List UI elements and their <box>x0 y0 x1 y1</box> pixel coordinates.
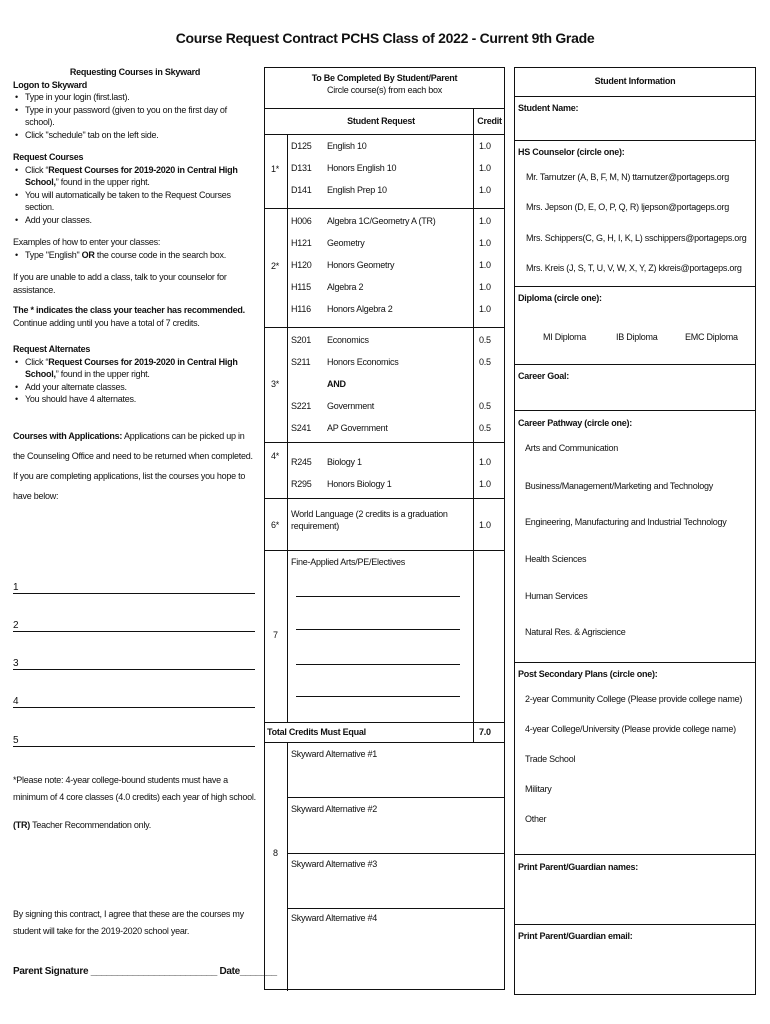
counselor-option[interactable]: Mrs. Jepson (D, E, O, P, Q, R) ljepson@portageps.org <box>526 202 730 212</box>
alternative-2[interactable]: Skyward Alternative #2 <box>291 804 378 814</box>
table-row[interactable] <box>291 304 506 318</box>
page-title: Course Request Contract PCHS Class of 2022 - Current 9th Grade <box>175 30 595 46</box>
application-line-5[interactable]: 5 <box>13 733 255 747</box>
world-language-credit: 1.0 <box>479 520 491 530</box>
elective-line[interactable] <box>296 664 460 665</box>
course-name: Honors English 10 <box>327 163 397 173</box>
course-name: Government <box>327 401 375 411</box>
request-list <box>13 164 257 227</box>
alternates-list <box>13 356 257 406</box>
course-credit: 1.0 <box>479 238 491 248</box>
course-name: Algebra 2 <box>327 282 364 292</box>
total-credits-label: Total Credits Must Equal <box>267 727 366 737</box>
course-credit: 1.0 <box>479 185 491 195</box>
group-number: 6* <box>271 520 280 530</box>
course-code: D141 <box>291 185 312 195</box>
alternates-title: Request Alternates <box>13 344 91 354</box>
application-line-1[interactable]: 1 <box>13 580 255 594</box>
course-code: R295 <box>291 479 312 489</box>
instructions-column <box>13 66 257 506</box>
course-code: S201 <box>291 335 312 345</box>
list-item: • Add your classes. <box>25 214 257 227</box>
course-credit: 1.0 <box>479 479 491 489</box>
course-credit: 1.0 <box>479 457 491 467</box>
parent-email-field[interactable]: Print Parent/Guardian email: <box>518 931 633 941</box>
post-secondary-label: Post Secondary Plans (circle one): <box>518 669 658 679</box>
student-name-field[interactable]: Student Name: <box>518 103 579 113</box>
parent-names-field[interactable]: Print Parent/Guardian names: <box>518 862 639 872</box>
course-code: H121 <box>291 238 312 248</box>
table-row[interactable] <box>291 479 506 493</box>
alternative-3[interactable]: Skyward Alternative #3 <box>291 859 378 869</box>
list-item: • Add your alternate classes. <box>25 381 257 394</box>
group-number: 3* <box>271 379 280 389</box>
table-row[interactable] <box>291 238 506 252</box>
parent-signature-line[interactable]: Parent Signature ________________________ Date_______ <box>13 966 277 977</box>
course-code: H120 <box>291 260 312 270</box>
course-name: English Prep 10 <box>327 185 387 195</box>
course-code: H006 <box>291 216 312 226</box>
post-secondary-option[interactable]: 2-year Community College (Please provide college name) <box>525 694 743 704</box>
application-line-2[interactable]: 2 <box>13 618 255 632</box>
application-line-3[interactable]: 3 <box>13 656 255 670</box>
elective-line[interactable] <box>296 629 460 630</box>
course-name: Honors Algebra 2 <box>327 304 393 314</box>
table-header-title: To Be Completed By Student/Parent <box>311 73 458 83</box>
course-name: Geometry <box>327 238 365 248</box>
course-credit: 0.5 <box>479 423 491 433</box>
diploma-option[interactable]: MI Diploma <box>543 332 587 342</box>
applications-note: Courses with Applications: Applications can be picked up in the Counseling Office and need to be returned when completed. If you are completing applications, list the courses you hope to have below: <box>13 430 253 501</box>
table-row[interactable] <box>291 335 506 349</box>
course-name: Biology 1 <box>327 457 362 467</box>
col-credit: Credit <box>477 116 502 126</box>
counselor-option[interactable]: Mrs. Kreis (J, S, T, U, V, W, X, Y, Z) kkreis@portageps.org <box>526 263 742 273</box>
course-code: S241 <box>291 423 312 433</box>
list-item: • Type in your password (given to you on the first day of school). <box>25 104 257 129</box>
course-credit: 0.5 <box>479 357 491 367</box>
tr-note: (TR) Teacher Recommendation only. <box>13 820 151 830</box>
pathway-option[interactable]: Engineering, Manufacturing and Industrial Technology <box>525 517 727 527</box>
course-credit: 1.0 <box>479 163 491 173</box>
student-info-header: Student Information <box>594 76 676 86</box>
pathway-option[interactable]: Health Sciences <box>525 554 587 564</box>
diploma-option[interactable]: EMC Diploma <box>685 332 738 342</box>
list-item: • Type "English" OR the course code in the search box. <box>25 249 257 262</box>
table-row[interactable] <box>291 401 506 415</box>
course-name: Honors Geometry <box>327 260 395 270</box>
course-code: H115 <box>291 282 311 292</box>
group-number: 4* <box>271 451 280 461</box>
alternative-1[interactable]: Skyward Alternative #1 <box>291 749 378 759</box>
list-item: • Click “Request Courses for 2019-2020 in Central High School,” found in the upper right. <box>25 164 257 189</box>
career-pathway-label: Career Pathway (circle one): <box>518 418 633 428</box>
course-name: Honors Economics <box>327 357 399 367</box>
logon-list <box>13 91 257 141</box>
college-note: *Please note: 4-year college-bound students must have a minimum of 4 core classes (4.0 credits) each year of high school. <box>13 775 256 802</box>
post-secondary-option[interactable]: Military <box>525 784 552 794</box>
course-code: D131 <box>291 163 312 173</box>
alternative-4[interactable]: Skyward Alternative #4 <box>291 913 378 923</box>
course-credit: 1.0 <box>479 260 491 270</box>
course-code: S211 <box>291 357 311 367</box>
course-name: Algebra 1C/Geometry A (TR) <box>327 216 436 226</box>
pathway-option[interactable]: Natural Res. & Agriscience <box>525 627 626 637</box>
group-number: 7 <box>273 630 278 640</box>
course-request-table <box>264 67 505 990</box>
world-language-text: World Language (2 credits is a graduation requirement) <box>291 509 448 531</box>
col-student-request: Student Request <box>347 116 415 126</box>
pathway-option[interactable]: Human Services <box>525 591 588 601</box>
examples-intro: Examples of how to enter your classes: <box>13 237 161 247</box>
table-row[interactable] <box>291 423 506 437</box>
course-credit: 1.0 <box>479 141 491 151</box>
table-row[interactable] <box>291 357 506 371</box>
post-secondary-option[interactable]: 4-year College/University (Please provide college name) <box>525 724 736 734</box>
list-item: • Type in your login (first.last). <box>25 91 257 104</box>
elective-line[interactable] <box>296 596 460 597</box>
total-credits-value: 7.0 <box>479 727 491 737</box>
course-name: Economics <box>327 335 369 345</box>
list-item: • Click “Request Courses for 2019-2020 in Central High School,” found in the upper right. <box>25 356 257 381</box>
counselor-option[interactable]: Mr. Tarnutzer (A, B, F, M, N) ttarnutzer@portageps.org <box>526 172 730 182</box>
table-header-subtitle: Circle course(s) from each box <box>326 85 443 95</box>
course-name: Honors Biology 1 <box>327 479 392 489</box>
list-item: • You should have 4 alternates. <box>25 393 257 406</box>
examples-list <box>13 249 257 262</box>
diploma-option[interactable]: IB Diploma <box>616 332 658 342</box>
course-name: AND <box>327 379 346 389</box>
course-credit: 1.0 <box>479 304 491 314</box>
counselor-label: HS Counselor (circle one): <box>518 147 625 157</box>
unable-text: If you are unable to add a class, talk to your counselor for assistance. <box>13 272 227 295</box>
application-line-4[interactable]: 4 <box>13 694 255 708</box>
group-number: 1* <box>271 164 280 174</box>
table-row[interactable] <box>291 216 506 230</box>
table-row[interactable] <box>291 141 506 155</box>
group-number: 2* <box>271 261 280 271</box>
post-secondary-option[interactable]: Other <box>525 814 547 824</box>
course-code: R245 <box>291 457 312 467</box>
elective-line[interactable] <box>296 696 460 697</box>
course-name: English 10 <box>327 141 367 151</box>
pathway-option[interactable]: Business/Management/Marketing and Technology <box>525 481 713 491</box>
pathway-option[interactable]: Arts and Communication <box>525 443 619 453</box>
instructions-heading: Requesting Courses in Skyward <box>69 67 201 77</box>
table-row[interactable] <box>291 260 506 274</box>
course-credit: 0.5 <box>479 401 491 411</box>
star-note: The * indicates the class your teacher has recommended. Continue adding until you have a total of 7 credits. <box>13 305 245 328</box>
logon-title: Logon to Skyward <box>13 79 88 90</box>
request-title: Request Courses <box>13 152 84 162</box>
table-row[interactable] <box>291 185 506 199</box>
post-secondary-option[interactable]: Trade School <box>525 754 576 764</box>
list-item: • Click "schedule" tab on the left side. <box>25 129 257 142</box>
course-credit: 0.5 <box>479 335 491 345</box>
table-row[interactable] <box>291 163 506 177</box>
table-row[interactable] <box>291 282 506 296</box>
agreement-text: By signing this contract, I agree that these are the courses my student will take for the 2019-2020 school year. <box>13 909 244 936</box>
electives-text: Fine-Applied Arts/PE/Electives <box>291 557 406 567</box>
course-credit: 1.0 <box>479 216 491 226</box>
table-row[interactable] <box>291 379 506 393</box>
counselor-option[interactable]: Mrs. Schippers(C, G, H, I, K, L) sschippers@portageps.org <box>526 233 747 243</box>
career-goal-field[interactable]: Career Goal: <box>518 371 570 381</box>
diploma-label: Diploma (circle one): <box>518 293 602 303</box>
course-code: H116 <box>291 304 311 314</box>
list-item: • You will automatically be taken to the Request Courses section. <box>25 189 257 214</box>
course-credit: 1.0 <box>479 282 491 292</box>
course-code: S221 <box>291 401 312 411</box>
course-name: AP Government <box>327 423 388 433</box>
course-code: D125 <box>291 141 312 151</box>
group-number: 8 <box>273 848 278 858</box>
table-row[interactable] <box>291 457 506 471</box>
student-information-panel <box>514 67 756 995</box>
